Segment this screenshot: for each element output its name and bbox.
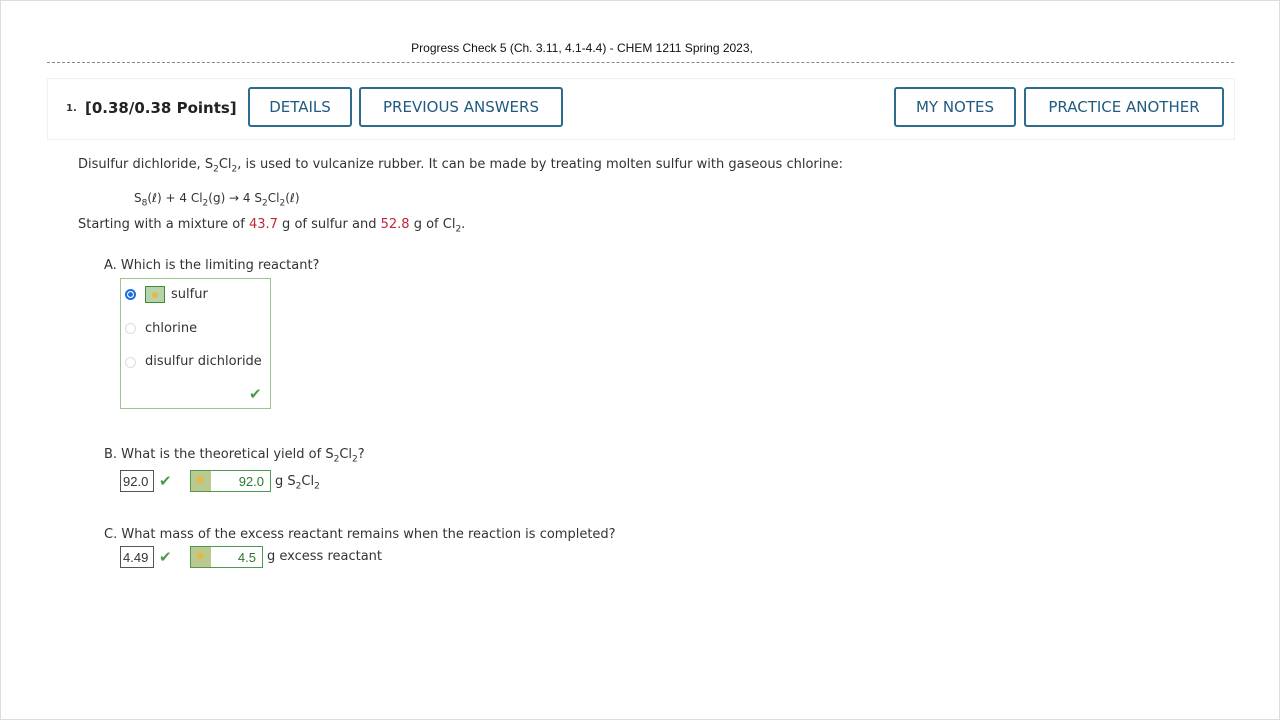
question-intro: Disulfur dichloride, $S_2Cl_2$, is used to vulcanize rubber. It can be made by treating molten sulfur with gaseous chlorine: [78,157,843,175]
option-disulfur-dichloride[interactable]: disulfur dichloride [145,354,262,369]
assignment-title: Progress Check 5 (Ch. 3.11, 4.1-4.4) - CHEM 1211 Spring 2023, [411,41,753,55]
checkmark-icon: ✔ [159,548,172,566]
checkmark-icon: ✔ [249,385,262,403]
option-chlorine[interactable]: chlorine [145,321,198,336]
practice-another-button[interactable]: PRACTICE ANOTHER [1024,87,1224,127]
part-c-unit: g excess reactant [267,549,383,564]
part-b-unit: g $S_2Cl_2$ [275,474,320,492]
chlorine-mass: 52.8 [380,217,410,232]
previous-answers-button[interactable]: PREVIOUS ANSWERS [359,87,563,127]
option-sulfur[interactable]: sulfur [171,287,208,302]
part-c-answer-input[interactable]: 4.49 [120,546,154,568]
key-icon [191,471,211,491]
question-points: [0.38/0.38 Points] [85,99,237,117]
checkmark-icon: ✔ [159,472,172,490]
part-c-label: C. What mass of the excess reactant remains when the reaction is completed? [104,527,616,542]
part-b-correct-answer: 92.0 [190,470,271,492]
reaction-equation: $S_8(\ell) + 4$ $Cl_2(g) \to 4$ $S_2Cl_2(\ell)$ [134,191,300,209]
part-b-label: B. What is the theoretical yield of $S_2Cl_2$? [104,447,365,465]
part-c-correct-answer: 4.5 [190,546,263,568]
key-icon [145,286,165,303]
part-a-label: A. Which is the limiting reactant? [104,258,320,273]
radio-sulfur[interactable] [125,289,136,300]
sulfur-mass: 43.7 [248,217,278,232]
divider [47,62,1234,63]
radio-disulfur-dichloride[interactable] [125,357,136,368]
starting-mixture: Starting with a mixture of 43.7 g of sulfur and 52.8 g of $Cl_2$. [78,217,466,235]
question-header [47,78,1235,140]
radio-chlorine[interactable] [125,323,136,334]
question-number: 1. [66,103,77,114]
details-button[interactable]: DETAILS [248,87,352,127]
key-icon [191,547,211,567]
my-notes-button[interactable]: MY NOTES [894,87,1016,127]
part-b-answer-input[interactable]: 92.0 [120,470,154,492]
